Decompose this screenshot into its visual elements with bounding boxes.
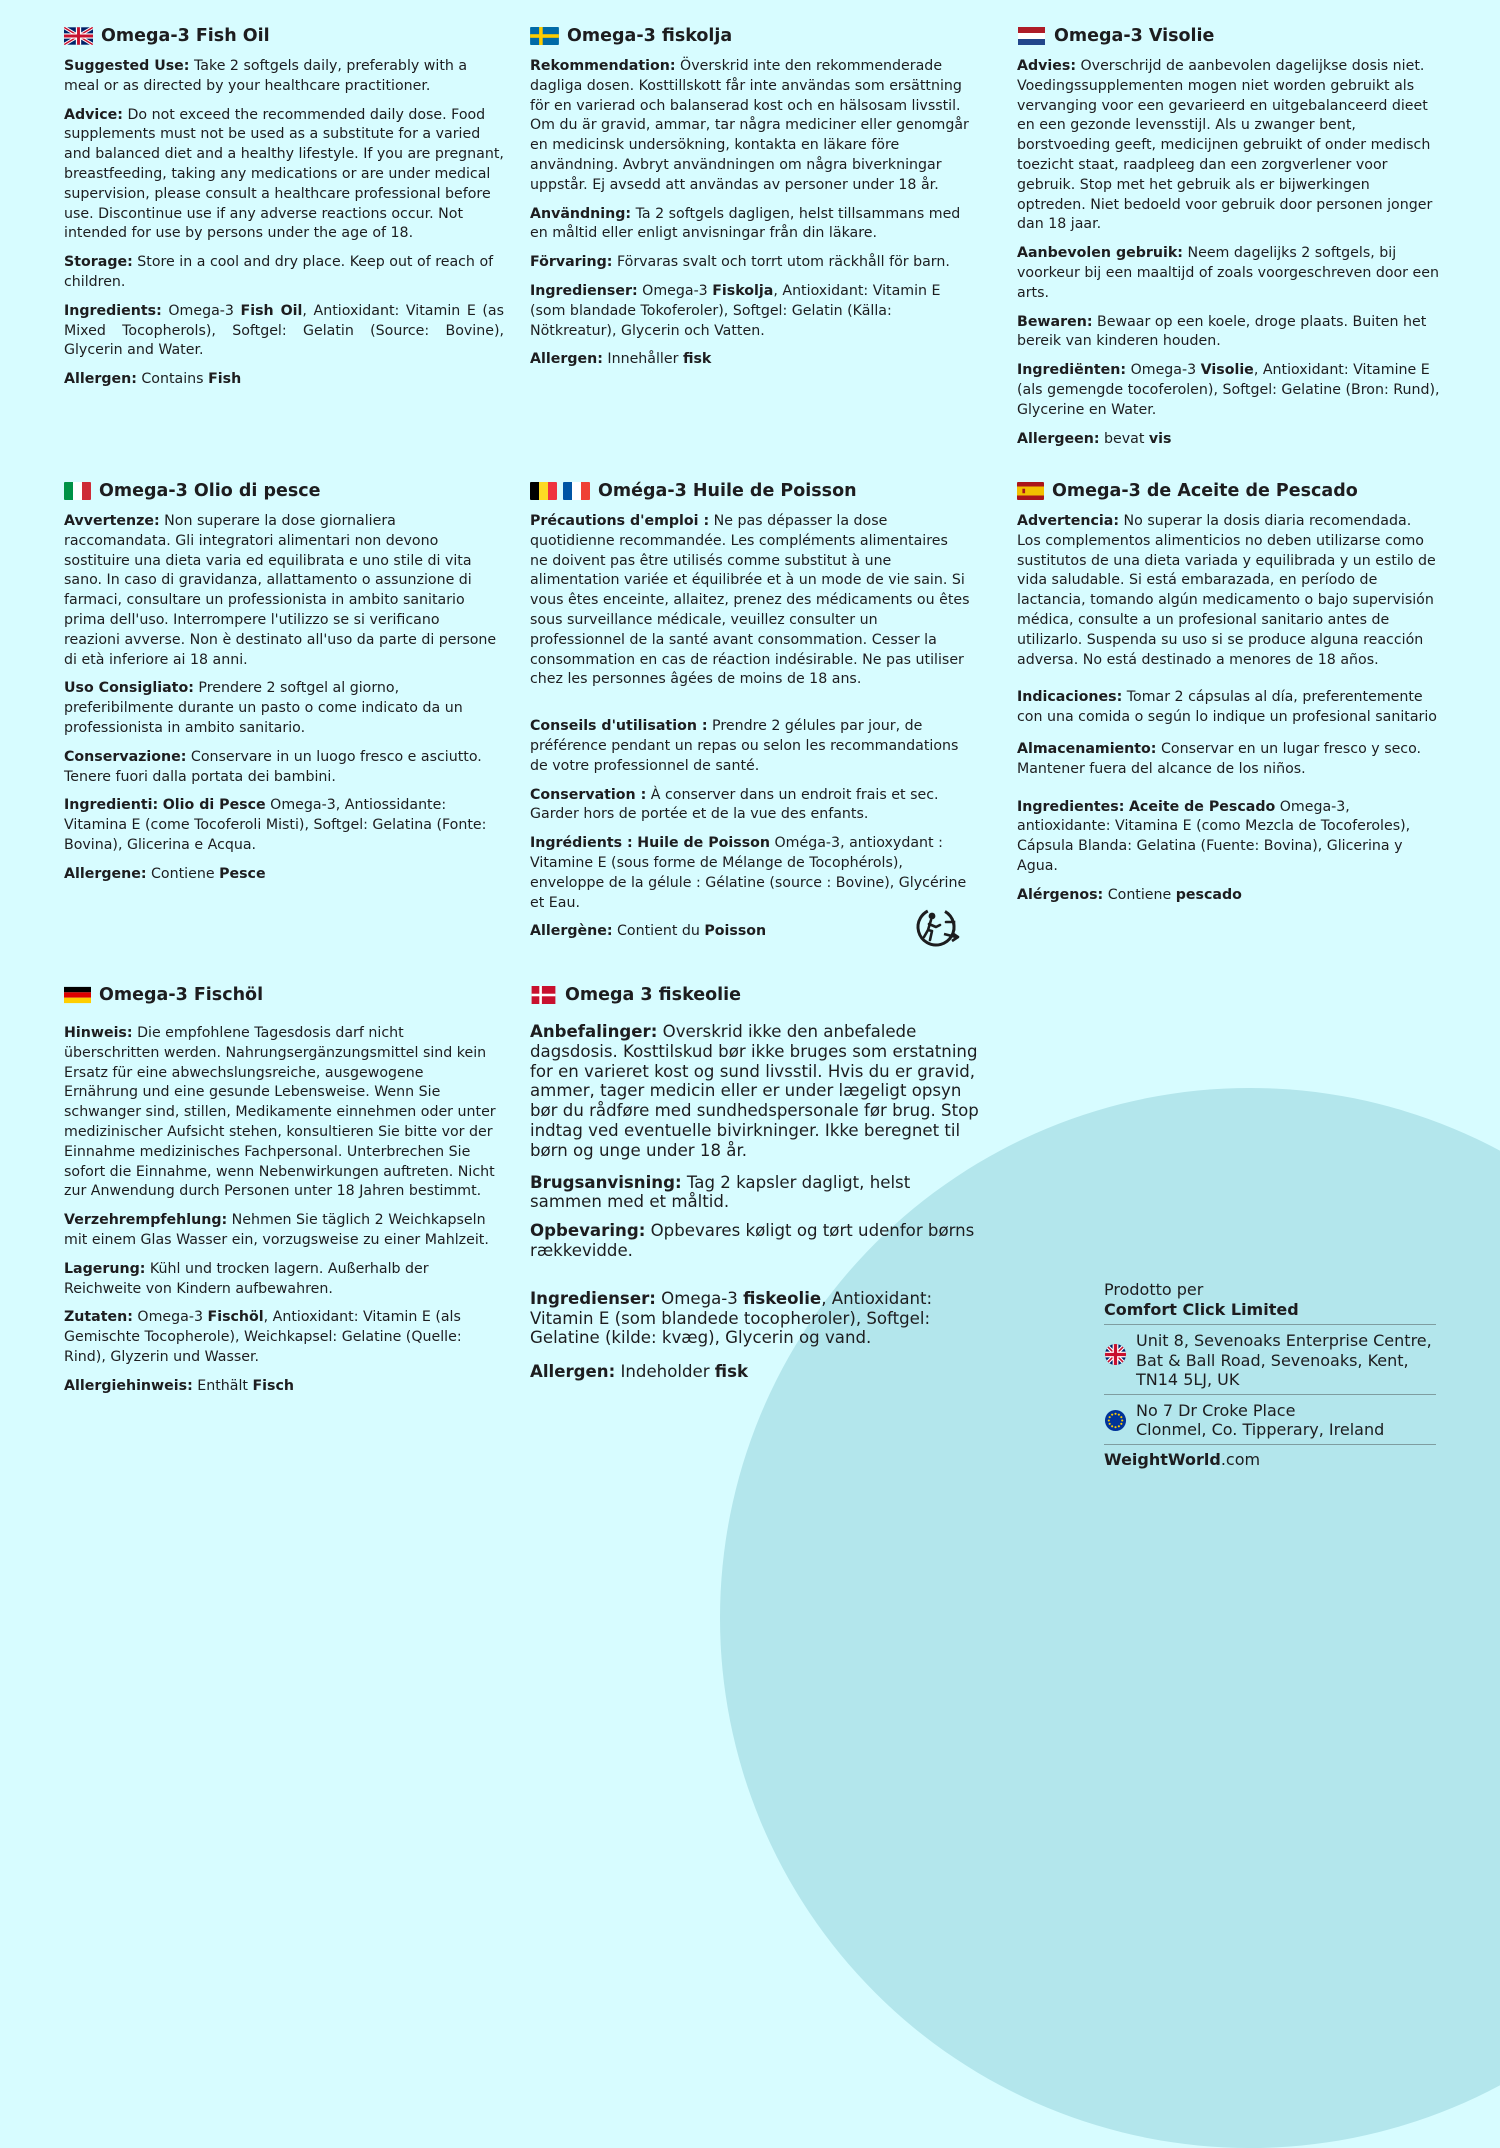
para-text: Kühl und trocken lagern. Außerhalb der Reichweite von Kindern aufbewahren. [64, 1260, 429, 1297]
belgium-flag-icon [530, 482, 557, 500]
para-text: , Antioxidant: Vitamin E (som blandade Tokoferoler), Softgel: Gelatin (Källa: Nötkreatur), Glycerin och Vatten. [530, 282, 941, 339]
para-label: Conseils d'utilisation : [530, 718, 708, 735]
title-text: Omega-3 Fischöl [99, 985, 264, 1005]
para-label: Ingrediënten: [1017, 362, 1127, 379]
sweden-flag-icon [530, 27, 559, 45]
title-text: Oméga-3 Huile de Poisson [598, 481, 857, 501]
manufacturer-block [1104, 1280, 1436, 1469]
para-text: Omega-3, Antiossidante: Vitamina E (come Tocoferoli Misti), Softgel: Gelatina (Fonte: Bovina), Glicerina e Acqua. [64, 797, 487, 853]
section-english [64, 26, 504, 399]
title-text: Omega 3 fiskeolie [565, 985, 741, 1005]
germany-flag-icon [64, 986, 91, 1004]
uk-flag-icon [64, 27, 93, 45]
para-text: , Antioxidant: Vitamine E (als gemengde tocoferolen), Softgel: Gelatine (Bron: Rund), Glycerine en Water. [1017, 362, 1440, 418]
para-label: Storage: [64, 254, 133, 271]
para-label: Ingredienti: [64, 797, 159, 814]
para-text: Omega-3 [637, 282, 713, 299]
para-label: Allergiehinweis: [64, 1377, 193, 1394]
para-emphasis: Olio di Pesce [162, 797, 266, 814]
para-text: Ne pas dépasser la dose quotidienne recommandée. Les compléments alimentaires ne doivent pas être utilisés comme substitut à une alimentation variée et équilibrée et à un mode de vie sain. Si vous êtes enceinte, allaitez, prenez des médicaments ou êtes sous surveillance médicale, veuillez consulter un professionnel de la santé avant consommation. Cesser la consommation en cas de réaction indésirable. Ne pas utiliser chez les personnes âgées de moins de 18 ans. [530, 513, 970, 688]
para-text: , Antioxidant: Vitamin E (som blandede tocopheroler), Softgel: Gelatine (kilde: kvæg), Glycerin og vand. [530, 1288, 933, 1348]
section-title [530, 985, 982, 1005]
para-text: Contient du [612, 923, 705, 940]
uk-flag-icon [1104, 1343, 1127, 1366]
para-emphasis: Visolie [1200, 362, 1254, 379]
netherlands-flag-icon [1017, 27, 1046, 45]
section-swedish [530, 26, 976, 379]
para-text: Omega-3 [1126, 362, 1201, 379]
title-text: Omega-3 de Aceite de Pescado [1052, 481, 1358, 501]
para-text: , Antioxidant: Vitamin E (as Mixed Tocopherols), Softgel: Gelatin (Source: Bovine), Glycerin and Water. [64, 302, 504, 359]
para-label: Advies: [1017, 58, 1076, 74]
para-text: Tomar 2 cápsulas al día, preferentemente con una comida o según lo indique un profesional sanitario [1017, 689, 1437, 726]
section-title [530, 481, 970, 501]
website-brand: WeightWorld [1104, 1449, 1221, 1469]
para-label: Ingrédients : [530, 835, 633, 852]
france-flag-icon [563, 482, 590, 500]
section-title [64, 26, 504, 46]
para-text: Opbevares køligt og tørt udenfor børns rækkevidde. [530, 1221, 975, 1260]
para-emphasis: Aceite de Pescado [1128, 798, 1276, 815]
para-label: Allergène: [530, 923, 613, 940]
para-label: Suggested Use: [64, 58, 190, 74]
para-text: No superar la dosis diaria recomendada. Los complementos alimenticios no deben utilizarse como sustitutos de una dieta variada y equilibrada y un estilo de vida saludable. Si está embarazada, en período de lactancia, tomando algún medicamento o bajo supervisión médica, consulte a un profesional sanitario antes de utilizarlo. Suspenda su uso si se produce alguna reacción adversa. No está destinado a menores de 18 años. [1017, 513, 1436, 668]
para-text: Overschrijd de aanbevolen dagelijkse dosis niet. Voedingssupplementen mogen niet worden gebruikt als vervanging voor een gevarieerd en uitgebalanceerd dieet en een gezonde levensstijl. Als u zwanger bent, borstvoeding geeft, medicijnen gebruikt of onder medisch toezicht staat, raadpleeg dan een zorgverlener voor gebruik. Stop met het gebruik als er bijwerkingen optreden. Niet bedoeld voor gebruik door personen jonger dan 18 jaar. [1017, 58, 1433, 233]
website[interactable] [1104, 1444, 1436, 1469]
section-title [1017, 26, 1442, 46]
para-label: Advice: [64, 106, 123, 123]
para-text: Store in a cool and dry place. Keep out of reach of children. [64, 254, 494, 290]
para-text: Tag 2 kapsler dagligt, helst sammen med et måltid. [530, 1172, 911, 1212]
section-french [530, 481, 970, 951]
para-text: Ta 2 softgels dagligen, helst tillsammans med en måltid eller enligt anvisningar från din läkare. [530, 205, 961, 242]
para-label: Alérgenos: [1017, 886, 1104, 903]
section-italian [64, 481, 498, 894]
para-text: Nehmen Sie täglich 2 Weichkapseln mit einem Glas Wasser ein, vorzugsweise zu einer Mahlzeit. [64, 1212, 489, 1248]
section-title [64, 985, 496, 1005]
para-emphasis: fisk [682, 351, 712, 368]
section-danish [530, 985, 982, 1391]
address-line: Bat & Ball Road, Sevenoaks, Kent, [1136, 1350, 1409, 1370]
para-emphasis: vis [1148, 430, 1172, 447]
para-label: Conservazione: [64, 748, 187, 765]
para-label: Uso Consigliato: [64, 680, 194, 697]
triman-recycling-icon [914, 904, 962, 950]
para-text: Innehåller [602, 351, 683, 368]
para-text: Non superare la dose giornaliera raccomandata. Gli integratori alimentari non devono sostituire una dieta varia ed equilibrata e uno stile di vita sano. In caso di gravidanza, allattamento o assunzione di farmaci, consultare un professionista in ambito sanitario prima dell'uso. Interrompere l'utilizzo se si verificano reazioni avverse. Non è destinato all'uso da parte di persone di età inferiore ai 18 anni. [64, 513, 497, 668]
para-text: Take 2 softgels daily, preferably with a meal or as directed by your healthcare practitioner. [64, 58, 468, 94]
para-label: Ingredienser: [530, 282, 638, 299]
para-text: Oméga-3, antioxydant : Vitamine E (sous forme de Mélange de Tocophérols), enveloppe de la gélule : Gélatine (source : Bovine), Glycérine et Eau. [530, 835, 967, 911]
address-uk [1104, 1324, 1436, 1394]
section-title [64, 481, 498, 501]
para-emphasis: pescado [1175, 886, 1242, 903]
para-label: Anbefalinger: [530, 1022, 658, 1041]
para-text: Omega-3 [132, 1309, 208, 1326]
para-text: Omega-3 [161, 302, 241, 319]
para-label: Zutaten: [64, 1309, 133, 1326]
address-line: TN14 5LJ, UK [1136, 1370, 1240, 1389]
section-title [530, 26, 976, 46]
para-text: Die empfohlene Tagesdosis darf nicht überschritten werden. Nahrungsergänzungsmittel sind kein Ersatz für eine abwechslungsreiche, ausgewogene Ernährung und eine gesunde Lebensweise. Wenn Sie schwanger sind, stillen, Medikamente einnehmen oder unter medizinischer Aufsicht stehen, konsultieren Sie bitte vor der Einnahme medizinisches Fachpersonal. Unterbrechen Sie sofort die Einnahme, wenn Nebenwirkungen auftreten. Nicht zur Anwendung durch Personen unter 18 Jahren bestimmt. [64, 1025, 496, 1200]
para-emphasis: Fish [208, 371, 242, 388]
section-spanish [1017, 481, 1439, 915]
para-text: Bewaar op een koele, droge plaats. Buiten het bereik van kinderen houden. [1017, 313, 1427, 350]
title-text: Omega-3 fiskolja [567, 26, 733, 46]
para-text: , Antioxidant: Vitamin E (als Gemischte Tocopherole), Weichkapsel: Gelatine (Quelle: Rind), Glyzerin und Wasser. [64, 1309, 462, 1365]
para-label: Hinweis: [64, 1025, 133, 1041]
para-label: Allergeen: [1017, 430, 1100, 447]
eu-flag-icon [1104, 1409, 1127, 1432]
para-text: Omega-3, antioxidante: Vitamina E (como Mezcla de Tocoferoles), Cápsula Blanda: Gelatina (Fuente: Bovina), Glicerina y Agua. [1017, 798, 1411, 874]
para-text: bevat [1099, 430, 1149, 447]
para-label: Conservation : [530, 786, 647, 803]
para-label: Ingredienser: [530, 1288, 656, 1308]
spain-flag-icon [1017, 482, 1044, 500]
para-text: À conserver dans un endroit frais et sec. Garder hors de portée et de la vue des enfants. [530, 786, 939, 823]
para-text: Conservar en un lugar fresco y seco. Mantener fuera del alcance de los niños. [1017, 740, 1422, 777]
para-label: Allergene: [64, 865, 147, 882]
para-label: Indicaciones: [1017, 689, 1123, 706]
para-label: Rekommendation: [530, 58, 676, 74]
para-label: Användning: [530, 205, 632, 222]
para-emphasis: Poisson [704, 923, 767, 940]
para-label: Opbevaring: [530, 1221, 646, 1241]
address-eu [1104, 1394, 1436, 1444]
address-line: No 7 Dr Croke Place [1136, 1400, 1296, 1420]
para-label: Bewaren: [1017, 313, 1093, 330]
para-label: Advertencia: [1017, 513, 1120, 529]
title-text: Omega-3 Visolie [1054, 26, 1215, 46]
para-text: Förvaras svalt och torrt utom räckhåll för barn. [612, 254, 950, 271]
para-emphasis: fiskeolie [743, 1288, 822, 1308]
para-text: Contiene [1103, 886, 1176, 903]
section-german [64, 985, 496, 1406]
para-label: Avvertenze: [64, 513, 160, 529]
para-label: Aanbevolen gebruik: [1017, 245, 1183, 262]
manufacturer-label: Prodotto per [1104, 1280, 1204, 1299]
para-label: Förvaring: [530, 254, 613, 271]
website-tld: .com [1220, 1449, 1261, 1469]
para-text: Enthält [192, 1377, 253, 1394]
para-emphasis: Fiskolja [712, 282, 774, 299]
para-text: Do not exceed the recommended daily dose. Food supplements must not be used as a substitute for a varied and balanced diet and a healthy lifestyle. If you are pregnant, breastfeeding, taking any medications or are under medical supervision, please consult a healthcare professional before use. Discontinue use if any adverse reactions occur. Not intended for use by persons under the age of 18. [64, 106, 504, 242]
para-text: Indeholder [615, 1362, 715, 1382]
para-label: Brugsanvisning: [530, 1172, 682, 1192]
address-line: Unit 8, Sevenoaks Enterprise Centre, [1136, 1331, 1432, 1350]
para-label: Ingredientes: [1017, 798, 1125, 815]
para-text: Conservare in un luogo fresco e asciutto. Tenere fuori dalla portata dei bambini. [64, 748, 482, 785]
address-line: Clonmel, Co. Tipperary, Ireland [1136, 1420, 1385, 1439]
para-emphasis: Fisch [252, 1377, 294, 1394]
para-text: Prendere 2 softgel al giorno, preferibilmente durante un pasto o come indicato da un professionista in ambito sanitario. [64, 680, 463, 736]
para-text: Contains [136, 371, 209, 388]
para-emphasis: Fish Oil [240, 302, 303, 319]
para-text: Contiene [146, 865, 220, 882]
para-text: Overskrid ikke den anbefalede dagsdosis. Kosttilskud bør ikke bruges som erstatning for en varieret kost og sund livsstil. Hvis du er gravid, ammer, tager medicin eller er under lægeligt opsyn bør du rådføre med sundhedspersonale før brug. Stop indtag ved eventuelle bivirkninger. Ikke beregnet til børn og unge under 18 år. [530, 1022, 979, 1160]
denmark-flag-icon [530, 986, 557, 1004]
para-label: Allergen: [64, 371, 137, 388]
para-label: Ingredients: [64, 302, 162, 319]
section-dutch [1017, 26, 1442, 458]
para-label: Lagerung: [64, 1260, 146, 1277]
para-text: Överskrid inte den rekommenderade dagliga dosen. Kosttillskott får inte användas som ersättning för en varierad och balanserad kost och en hälsosam livsstil. Om du är gravid, ammar, tar några mediciner eller genomgår en medicinsk undersökning, kontakta en läkare före användning. Avbryt användningen om några biverkningar uppstår. Ej avsedd att användas av personer under 18 år. [530, 58, 969, 193]
para-label: Allergen: [530, 1362, 616, 1382]
para-text: Neem dagelijks 2 softgels, bij voorkeur bij een maaltijd of zoals voorgeschreven door een arts. [1017, 245, 1439, 301]
para-label: Allergen: [530, 351, 603, 368]
para-emphasis: Pesce [219, 865, 266, 882]
para-label: Verzehrempfehlung: [64, 1212, 228, 1229]
para-emphasis: fisk [714, 1362, 749, 1382]
section-title [1017, 481, 1439, 501]
para-label: Précautions d'emploi : [530, 513, 710, 529]
para-emphasis: Fischöl [207, 1309, 264, 1326]
title-text: Omega-3 Fish Oil [101, 26, 270, 46]
title-text: Omega-3 Olio di pesce [99, 481, 321, 501]
para-emphasis: Huile de Poisson [637, 835, 770, 852]
para-text: Prendre 2 gélules par jour, de préférence pendant un repas ou selon les recommandations de votre professionnel de santé. [530, 718, 959, 774]
italy-flag-icon [64, 482, 91, 500]
para-text: Omega-3 [655, 1288, 744, 1308]
manufacturer-company: Comfort Click Limited [1104, 1300, 1299, 1319]
para-label: Almacenamiento: [1017, 740, 1157, 757]
